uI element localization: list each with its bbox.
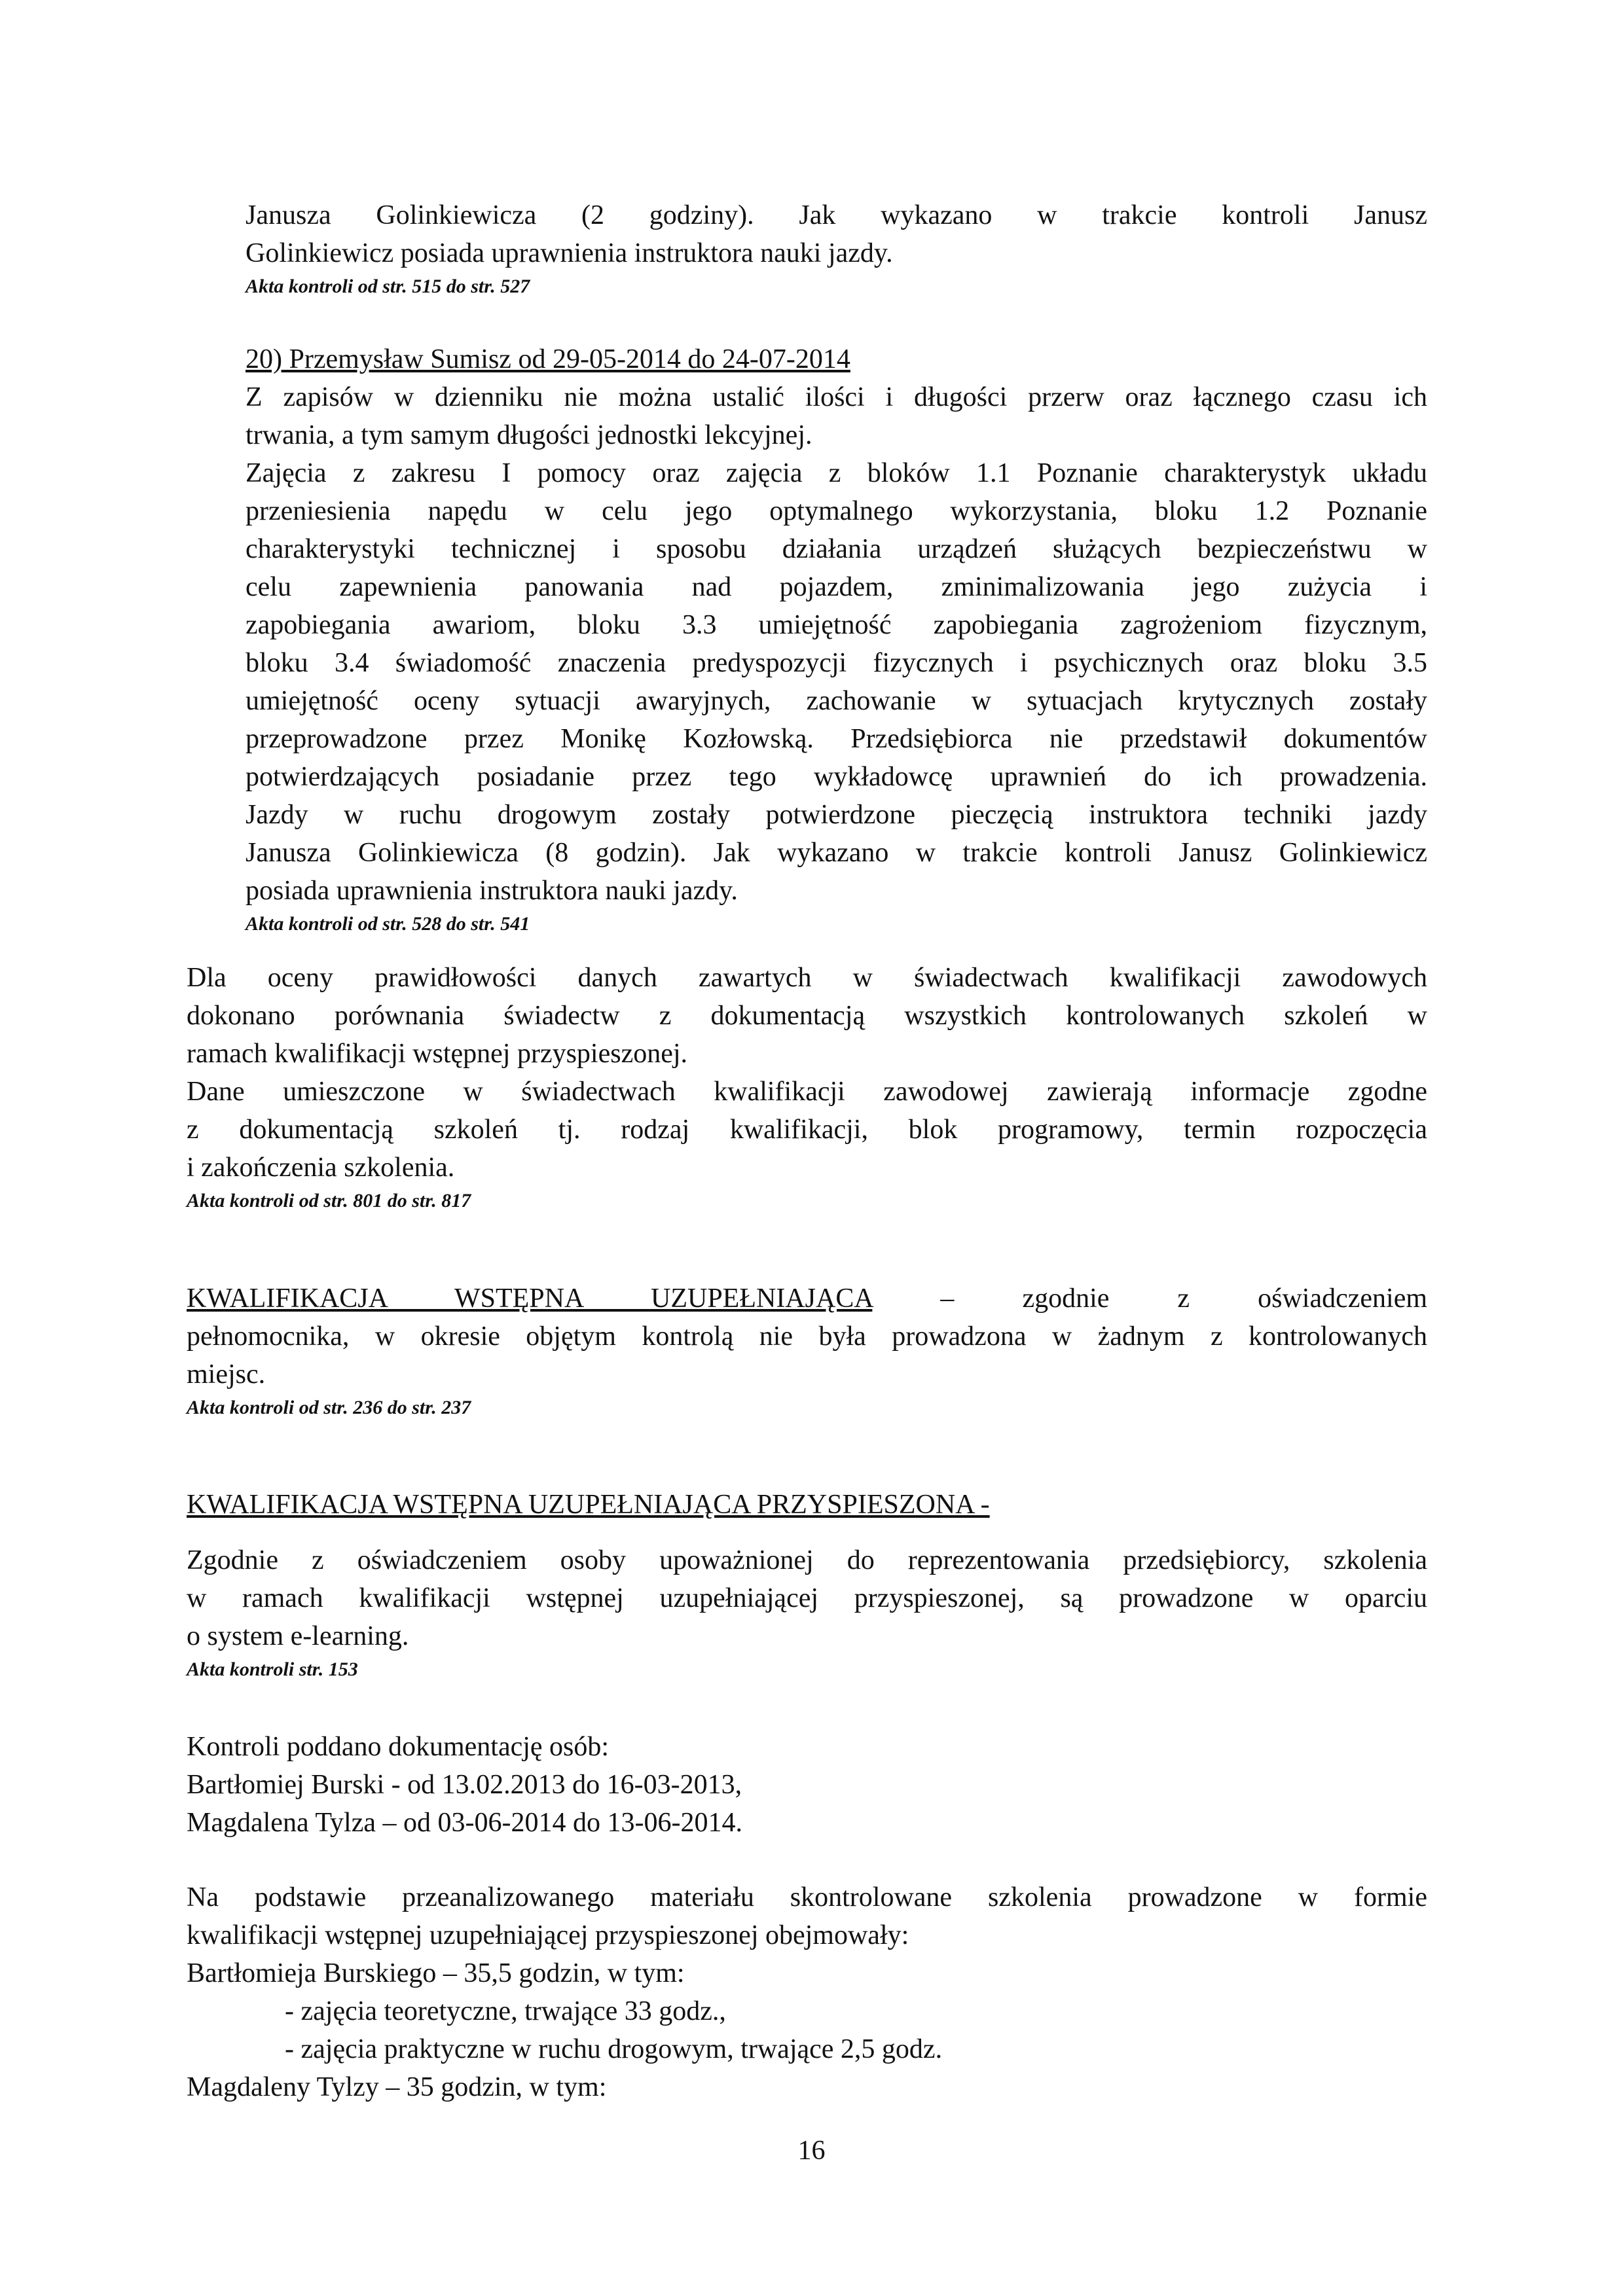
- text-line: z dokumentacją szkoleń tj. rodzaj kwalifikacji, blok programowy, termin rozpoczęcia: [187, 1115, 1427, 1145]
- heading-continuation: – zgodnie z oświadczeniem: [872, 1283, 1428, 1314]
- files-reference: Akta kontroli od str. 801 do str. 817: [187, 1190, 471, 1211]
- page-number: 16: [797, 2136, 826, 2166]
- paragraph-certificates: [187, 959, 1427, 1215]
- text-line: miejsc.: [187, 1359, 266, 1390]
- text-line: przeniesienia napędu w celu jego optymalnego wykorzystania, bloku 1.2 Poznanie: [246, 496, 1427, 526]
- paragraph-analysis: [187, 1878, 1427, 2106]
- section-kwalifikacja-uzupelniajaca: [187, 1280, 1427, 1422]
- text-line: Magdaleny Tylzy – 35 godzin, w tym:: [187, 2072, 607, 2102]
- text-line: Zajęcia z zakresu I pomocy oraz zajęcia z bloków 1.1 Poznanie charakterystyk układu: [246, 458, 1427, 488]
- paragraph-e-learning: [187, 1541, 1427, 1684]
- text-line: celu zapewnienia panowania nad pojazdem, zminimalizowania jego zużycia i: [246, 572, 1427, 602]
- text-line: kwalifikacji wstępnej uzupełniającej przyspieszonej obejmowały:: [187, 1920, 909, 1950]
- list-item: [187, 1992, 1427, 2030]
- text-line: posiada uprawnienia instruktora nauki jazdy.: [246, 876, 738, 906]
- files-reference: Akta kontroli od str. 236 do str. 237: [187, 1397, 471, 1418]
- text-line: Bartłomiej Burski - od 13.02.2013 do 16-03-2013,: [187, 1770, 742, 1800]
- text-line: umiejętność oceny sytuacji awaryjnych, zachowanie w sytuacjach krytycznych zostały: [246, 686, 1427, 716]
- section-kwalifikacja-przyspieszona: [187, 1486, 1427, 1524]
- text-line: Jazdy w ruchu drogowym zostały potwierdzone pieczęcią instruktora techniki jazdy: [246, 800, 1427, 830]
- text-line: Zgodnie z oświadczeniem osoby upoważnionej do reprezentowania przedsiębiorcy, szkolenia: [187, 1545, 1427, 1575]
- list-item-text: - zajęcia praktyczne w ruchu drogowym, trwające 2,5 godz.: [285, 2034, 943, 2064]
- text-line: Janusza Golinkiewicza (8 godzin). Jak wykazano w trakcie kontroli Janusz Golinkiewicz: [246, 838, 1427, 868]
- text-line: Dla oceny prawidłowości danych zawartych w świadectwach kwalifikacji zawodowych: [187, 963, 1427, 993]
- files-reference: Akta kontroli str. 153: [187, 1659, 358, 1680]
- text-line: bloku 3.4 świadomość znaczenia predyspozycji fizycznych i psychicznych oraz bloku 3.5: [246, 648, 1427, 678]
- text-line: Golinkiewicz posiada uprawnienia instruktora nauki jazdy.: [246, 238, 893, 268]
- list-item: [187, 2030, 1427, 2068]
- section-heading: KWALIFIKACJA WSTĘPNA UZUPEŁNIAJĄCA: [187, 1283, 873, 1314]
- text-line: Dane umieszczone w świadectwach kwalifikacji zawodowej zawierają informacje zgodne: [187, 1077, 1427, 1107]
- text-line: dokonano porównania świadectw z dokumentacją wszystkich kontrolowanych szkoleń w: [187, 1001, 1427, 1031]
- text-line: Magdalena Tylza – od 03-06-2014 do 13-06-2014.: [187, 1808, 742, 1838]
- files-reference: Akta kontroli od str. 528 do str. 541: [246, 913, 530, 935]
- item-heading: 20) Przemysław Sumisz od 29-05-2014 do 24-07-2014: [246, 344, 850, 374]
- text-line: i zakończenia szkolenia.: [187, 1153, 455, 1183]
- text-line: o system e-learning.: [187, 1621, 409, 1651]
- section-heading: KWALIFIKACJA WSTĘPNA UZUPEŁNIAJĄCA PRZYSPIESZONA -: [187, 1490, 990, 1520]
- paragraph-persons: [187, 1728, 1427, 1842]
- text-line: pełnomocnika, w okresie objętym kontrolą nie była prowadzona w żadnym z kontrolowanych: [187, 1321, 1427, 1352]
- text-line: charakterystyki technicznej i sposobu działania urządzeń służących bezpieczeństwu w: [246, 534, 1427, 564]
- text-line: w ramach kwalifikacji wstępnej uzupełniającej przyspieszonej, są prowadzone w oparciu: [187, 1583, 1427, 1613]
- list-item-text: - zajęcia teoretyczne, trwające 33 godz.,: [285, 1996, 726, 2026]
- text-line: Bartłomieja Burskiego – 35,5 godzin, w tym:: [187, 1958, 685, 1988]
- text-line: [187, 1280, 1427, 1318]
- text-line: Na podstawie przeanalizowanego materiału skontrolowane szkolenia prowadzone w formie: [187, 1882, 1427, 1912]
- text-line: zapobiegania awariom, bloku 3.3 umiejętność zapobiegania zagrożeniom fizycznym,: [246, 610, 1427, 640]
- text-line: Z zapisów w dzienniku nie można ustalić ilości i długości przerw oraz łącznego czasu ich: [246, 382, 1427, 412]
- text-line: przeprowadzone przez Monikę Kozłowską. Przedsiębiorca nie przedstawił dokumentów: [246, 724, 1427, 754]
- text-line: potwierdzających posiadanie przez tego wykładowcę uprawnień do ich prowadzenia.: [246, 762, 1427, 792]
- item-20-sumisz: [246, 340, 1427, 939]
- text-line: Janusza Golinkiewicza (2 godziny). Jak wykazano w trakcie kontroli Janusz: [246, 200, 1427, 230]
- text-line: trwania, a tym samym długości jednostki lekcyjnej.: [246, 420, 812, 450]
- files-reference: Akta kontroli od str. 515 do str. 527: [246, 276, 530, 297]
- paragraph-golinkiewicz: [246, 196, 1427, 301]
- text-line: Kontroli poddano dokumentację osób:: [187, 1732, 610, 1762]
- text-line: ramach kwalifikacji wstępnej przyspieszonej.: [187, 1039, 688, 1069]
